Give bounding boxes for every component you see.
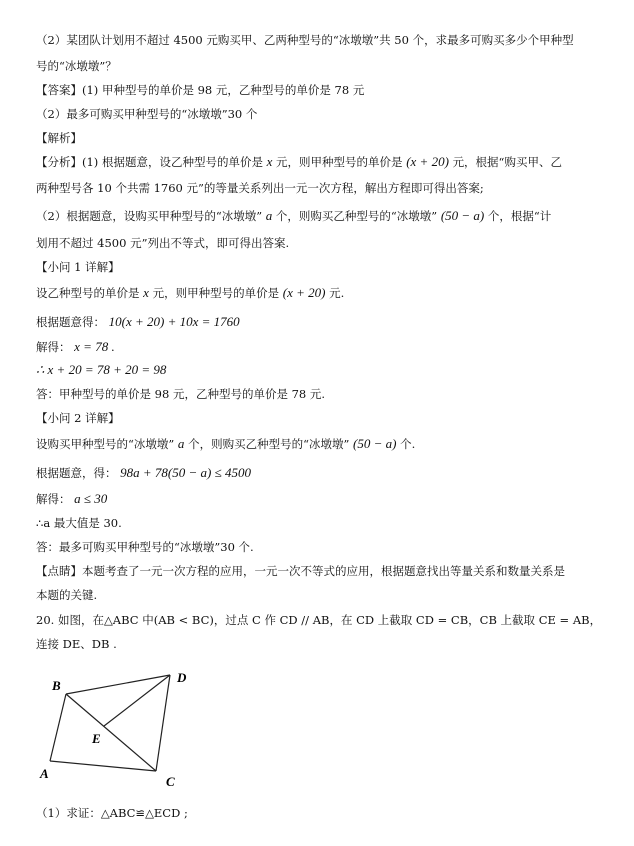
sub1-l2-label: 根据题意得： [36,315,105,329]
segment-DC [156,675,170,771]
sub2-l1-text-b: 个，则购买乙种型号的“冰墩墩” [188,437,350,451]
sub2-inequality: 98a + 78(50 − a) ≤ 4500 [120,465,251,480]
sub2-line-1 [36,436,415,452]
sub2-solution: a ≤ 30 [74,491,108,506]
label-C: C [166,774,175,789]
fenxi-1-text-b: 元，则甲种型号的单价是 [276,155,403,169]
fenxi-3-text-b: 个，则购买乙种型号的“冰墩墩” [275,209,438,223]
sub2-l1-var: a [177,436,185,451]
sub2-l1-expr: (50 − a) [353,436,397,451]
fenxi-3-text-a: （2）根据题意，设购买甲种型号的“冰墩墩” [36,209,263,223]
fenxi-1-text-a: 【分析】(1) 根据题意，设乙种型号的单价是 [36,155,263,169]
answer-line-1: 【答案】(1) 甲种型号的单价是 98 元，乙种型号的单价是 78 元 [36,83,365,97]
sub1-l1-text-c: 元. [329,286,345,300]
q20-line-2: 连接 DE、DB . [36,637,117,651]
q20-line-1: 20. 如图，在△ABC 中(AB < BC)，过点 C 作 CD // AB，在 CD 上截取 CD = CB，CB 上截取 CE = AB， [36,613,602,627]
sub1-l1-text-b: 元，则甲种型号的单价是 [152,286,280,300]
sub1-equation: 10(x + 20) + 10x = 1760 [108,314,240,329]
sub1-title: 【小问 1 详解】 [36,260,120,274]
fenxi-line-3 [36,208,551,224]
answer-line-2: （2）最多可购买甲种型号的“冰墩墩”30 个 [36,107,258,121]
jiexi-heading: 【解析】 [36,131,82,145]
fenxi-1-expr: (x + 20) [406,154,449,169]
label-B: B [52,678,61,693]
fenxi-line-1 [36,154,562,170]
fenxi-3-text-c: 个，根据“计 [487,209,552,223]
dianjing-line-1: 【点睛】本题考查了一元一次方程的应用，一元一次不等式的应用，根据题意找出等量关系和数量关系是 [36,564,565,578]
sub1-solution: x = 78 . [74,339,115,354]
segment-BC [66,694,156,771]
sub2-l1-text-a: 设购买甲种型号的“冰墩墩” [36,437,175,451]
sub1-line-5: 答：甲种型号的单价是 98 元，乙种型号的单价是 78 元. [36,387,326,401]
segment-BA [50,694,66,761]
sub1-line-3 [36,339,115,355]
fenxi-1-text-c: 元，根据“购买甲、乙 [452,155,562,169]
sub1-l1-text-a: 设乙种型号的单价是 [36,286,140,300]
triangle-figure [36,672,216,802]
fenxi-3-expr: (50 − a) [440,208,485,223]
sub2-l3-label: 解得： [36,492,71,506]
fenxi-1-var: x [266,154,273,169]
label-E: E [92,731,101,746]
sub2-line-2 [36,465,251,481]
fenxi-line-4: 划用不超过 4500 元”列出不等式，即可得出答案. [36,236,290,250]
segment-BD [66,675,170,694]
sub2-line-5: 答：最多可购买甲种型号的“冰墩墩”30 个. [36,540,254,554]
segment-DE [104,675,170,726]
fenxi-line-2: 两种型号各 10 个共需 1760 元”的等量关系列出一元一次方程，解出方程即可得出答案; [36,181,484,195]
q2-line-1: （2）某团队计划用不超过 4500 元购买甲、乙两种型号的“冰墩墩”共 50 个，求最多可购买多少个甲种型 [36,33,574,47]
sub1-line-4: ∴ x + 20 = 78 + 20 = 98 [36,362,167,377]
q2-line-2: 号的“冰墩墩”？ [36,59,117,73]
sub2-line-3 [36,491,107,507]
dianjing-line-2: 本题的关键. [36,588,98,602]
segment-AC [50,761,156,771]
sub2-line-4: ∴a 最大值是 30. [36,516,122,530]
fenxi-3-var: a [265,208,273,223]
sub1-line-1 [36,285,344,301]
sub2-l2-label: 根据题意，得： [36,466,117,480]
sub2-title: 【小问 2 详解】 [36,411,120,425]
sub1-line-2 [36,314,240,330]
sub1-l1-expr: (x + 20) [282,285,326,300]
sub1-l1-var: x [143,285,149,300]
label-D: D [177,672,187,685]
q20-part-1: （1）求证：△ABC≌△ECD ; [36,806,188,820]
sub1-l3-label: 解得： [36,340,71,354]
label-A: A [40,766,49,781]
sub2-l1-text-c: 个. [400,437,416,451]
